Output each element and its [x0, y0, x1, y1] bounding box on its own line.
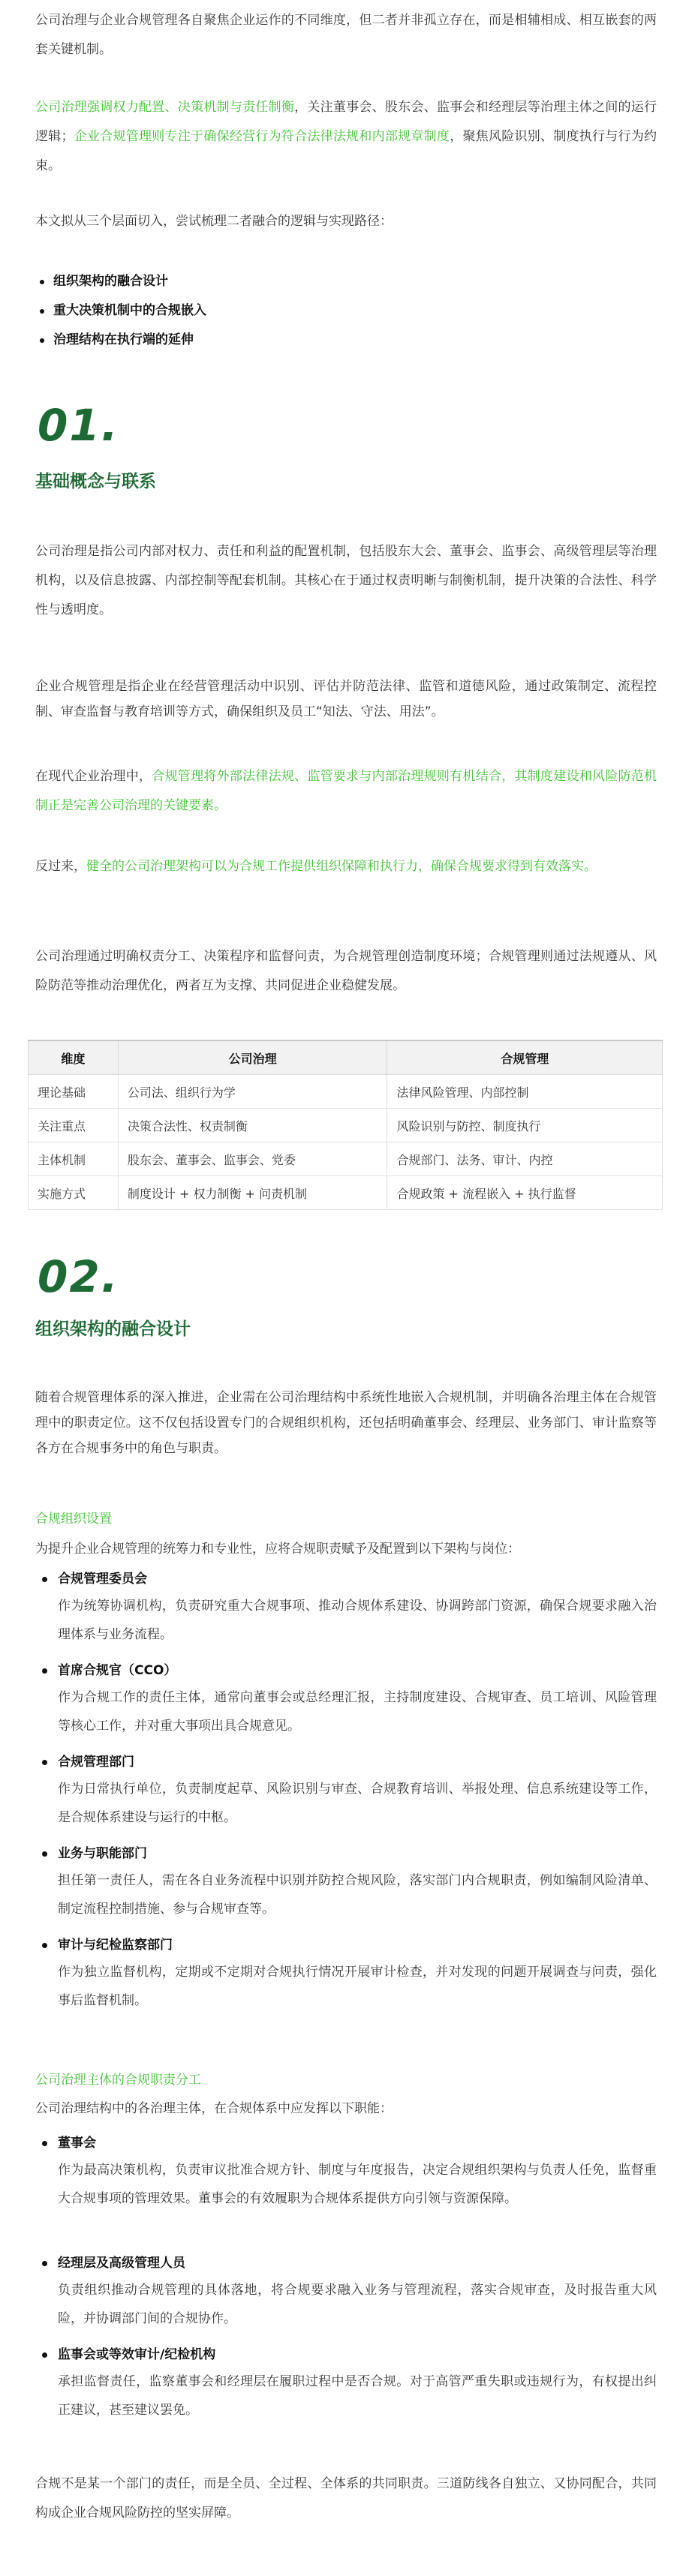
list-item	[35, 1932, 657, 2024]
table-row	[29, 1075, 663, 1109]
intro-bullet-list	[35, 267, 657, 355]
table-header: 合规管理	[387, 1040, 663, 1075]
section2-paragraph-1: 随着合规管理体系的深入推进，企业需在公司治理结构中系统性地嵌入合规机制，并明确各治理主体在合规管理中的职责定位。这不仅包括设置专门的合规组织机构，还包括明确董事会、经理层、业务部门、审计监察等各方在合规事务中的角色与职责。	[35, 1390, 657, 1456]
highlight-text: 健全的公司治理架构可以为合规工作提供组织保障和执行力，确保合规要求得到有效落实。	[86, 859, 597, 874]
comparison-table	[28, 1040, 663, 1210]
section-title: 组织架构的融合设计	[35, 1320, 191, 1339]
table-cell: 合规部门、法务、审计、内控	[387, 1142, 663, 1176]
list-item	[35, 1566, 657, 1658]
highlight-text: 企业合规管理则专注于确保经营行为符合法律法规和内部规章制度	[74, 129, 450, 144]
highlight-text: 合规管理将外部法律法规、监管要求与内部治理规则有机结合，其制度建设和风险防范机制正是完善公司治理的关键要素。	[35, 769, 657, 813]
role-description: 作为最高决策机构，负责审议批准合规方针、制度与年度报告，决定合规组织架构与负责人任免，监督重大合规事项的管理效果。董事会的有效履职为合规体系提供方向引领与资源保障。	[58, 2163, 657, 2206]
role-title: 审计与纪检监察部门	[58, 1938, 173, 1953]
table-row	[29, 1176, 663, 1210]
list-item	[35, 2342, 657, 2433]
table-cell: 理论基础	[29, 1075, 119, 1109]
role-description: 担任第一责任人，需在各自业务流程中识别并防控合规风险，落实部门内合规职责，例如编制风险清单、制定流程控制措施、参与合规审查等。	[58, 1873, 657, 1917]
list-item: 组织架构的融合设计	[35, 267, 657, 296]
role-list	[35, 2130, 657, 2433]
list-item	[35, 1749, 657, 1841]
highlight-text: 公司治理强调权力配置、决策机制与责任制衡	[35, 100, 295, 115]
role-description: 作为合规工作的责任主体，通常向董事会或总经理汇报，主持制度建设、合规审查、员工培训、风险管理等核心工作，并对重大事项出具合规意见。	[58, 1690, 657, 1734]
closing-paragraph: 合规不是某一个部门的责任，而是全员、全过程、全体系的共同职责。三道防线各自独立、又协同配合，共同构成企业合规风险防控的坚实屏障。	[35, 2476, 657, 2520]
section1-paragraph-5: 公司治理通过明确权责分工、决策程序和监督问责，为合规管理创造制度环境；合规管理则通过法规遵从、风险防范等推动治理优化，两者互为支撑、共同促进企业稳健发展。	[35, 949, 657, 993]
table-cell: 公司法、组织行为学	[118, 1075, 387, 1109]
section1-paragraph-1: 公司治理是指公司内部对权力、责任和利益的配置机制，包括股东大会、董事会、监事会、高级管理层等治理机构，以及信息披露、内部控制等配套机制。其核心在于通过权责明晰与制衡机制，提升决策的合法性、科学性与透明度。	[35, 544, 657, 617]
intro-paragraph-2: 公司治理强调权力配置、决策机制与责任制衡，关注董事会、股东会、监事会和经理层等治理主体之间的运行逻辑；企业合规管理则专注于确保经营行为符合法律法规和内部规章制度，聚焦风险识别、制度执行与行为约束。	[35, 100, 657, 173]
role-description: 作为统筹协调机构，负责研究重大合规事项、推动合规体系建设、协调跨部门资源，确保合规要求融入治理体系与业务流程。	[58, 1599, 657, 1642]
role-title: 经理层及高级管理人员	[58, 2256, 185, 2271]
section1-paragraph-4: 反过来，健全的公司治理架构可以为合规工作提供组织保障和执行力，确保合规要求得到有效落实。	[35, 859, 597, 874]
role-title: 合规管理部门	[58, 1755, 134, 1770]
section1-paragraph-2: 企业合规管理是指企业在经营管理活动中识别、评估并防范法律、监管和道德风险，通过政策制定、流程控制、审查监督与教育培训等方式，确保组织及员工“知法、守法、用法”。	[35, 679, 657, 719]
section-number: 01.	[38, 400, 119, 451]
list-item	[35, 1658, 657, 1749]
intro-paragraph-1: 公司治理与企业合规管理各自聚焦企业运作的不同维度，但二者并非孤立存在，而是相辅相成、相互嵌套的两套关键机制。	[35, 13, 657, 57]
subsection-title: 合规组织设置	[35, 1512, 112, 1527]
table-cell: 风险识别与防控、制度执行	[387, 1109, 663, 1142]
role-title: 合规管理委员会	[58, 1572, 147, 1587]
table-row	[29, 1142, 663, 1176]
role-list	[35, 1566, 657, 2024]
list-item	[35, 2250, 657, 2342]
table-cell: 法律风险管理、内部控制	[387, 1075, 663, 1109]
section-title: 基础概念与联系	[35, 472, 156, 491]
intro-paragraph-3: 本文拟从三个层面切入，尝试梳理二者融合的逻辑与实现路径：	[35, 214, 393, 229]
subsection-lead: 公司治理结构中的各治理主体，在合规体系中应发挥以下职能：	[35, 2101, 393, 2116]
table-cell: 主体机制	[29, 1142, 119, 1176]
table-header: 维度	[29, 1040, 119, 1075]
role-title: 董事会	[58, 2136, 96, 2151]
role-title: 首席合规官（CCO）	[58, 1663, 177, 1678]
table-cell: 制度设计 + 权力制衡 + 问责机制	[118, 1176, 387, 1210]
role-description: 承担监督责任，监察董事会和经理层在履职过程中是否合规。对于高管严重失职或违规行为，有权提出纠正建议，甚至建议罢免。	[58, 2374, 657, 2418]
role-description: 作为独立监督机构，定期或不定期对合规执行情况开展审计检查，并对发现的问题开展调查与问责，强化事后监督机制。	[58, 1965, 657, 2008]
table-cell: 合规政策 + 流程嵌入 + 执行监督	[387, 1176, 663, 1210]
list-item	[35, 2130, 657, 2250]
subsection-title: 公司治理主体的合规职责分工	[35, 2073, 201, 2088]
role-description: 作为日常执行单位，负责制度起草、风险识别与审查、合规教育培训、举报处理、信息系统建设等工作，是合规体系建设与运行的中枢。	[58, 1782, 657, 1825]
table-row	[29, 1109, 663, 1142]
table-header: 公司治理	[118, 1040, 387, 1075]
table-header-row	[29, 1040, 663, 1075]
table-cell: 股东会、董事会、监事会、党委	[118, 1142, 387, 1176]
table-cell: 决策合法性、权责制衡	[118, 1109, 387, 1142]
table-cell: 实施方式	[29, 1176, 119, 1210]
role-title: 监事会或等效审计/纪检机构	[58, 2347, 216, 2362]
role-title: 业务与职能部门	[58, 1846, 147, 1861]
table-cell: 关注重点	[29, 1109, 119, 1142]
role-description: 负责组织推动合规管理的具体落地，将合规要求融入业务与管理流程，落实合规审查，及时报告重大风险，并协调部门间的合规协作。	[58, 2283, 657, 2326]
list-item: 重大决策机制中的合规嵌入	[35, 296, 657, 326]
section1-paragraph-3: 在现代企业治理中，合规管理将外部法律法规、监管要求与内部治理规则有机结合，其制度建设和风险防范机制正是完善公司治理的关键要素。	[35, 769, 657, 813]
subsection-lead: 为提升企业合规管理的统筹力和专业性，应将合规职责赋予及配置到以下架构与岗位：	[35, 1542, 520, 1557]
section-number: 02.	[38, 1251, 119, 1302]
list-item: 治理结构在执行端的延伸	[35, 326, 657, 355]
list-item	[35, 1841, 657, 1932]
